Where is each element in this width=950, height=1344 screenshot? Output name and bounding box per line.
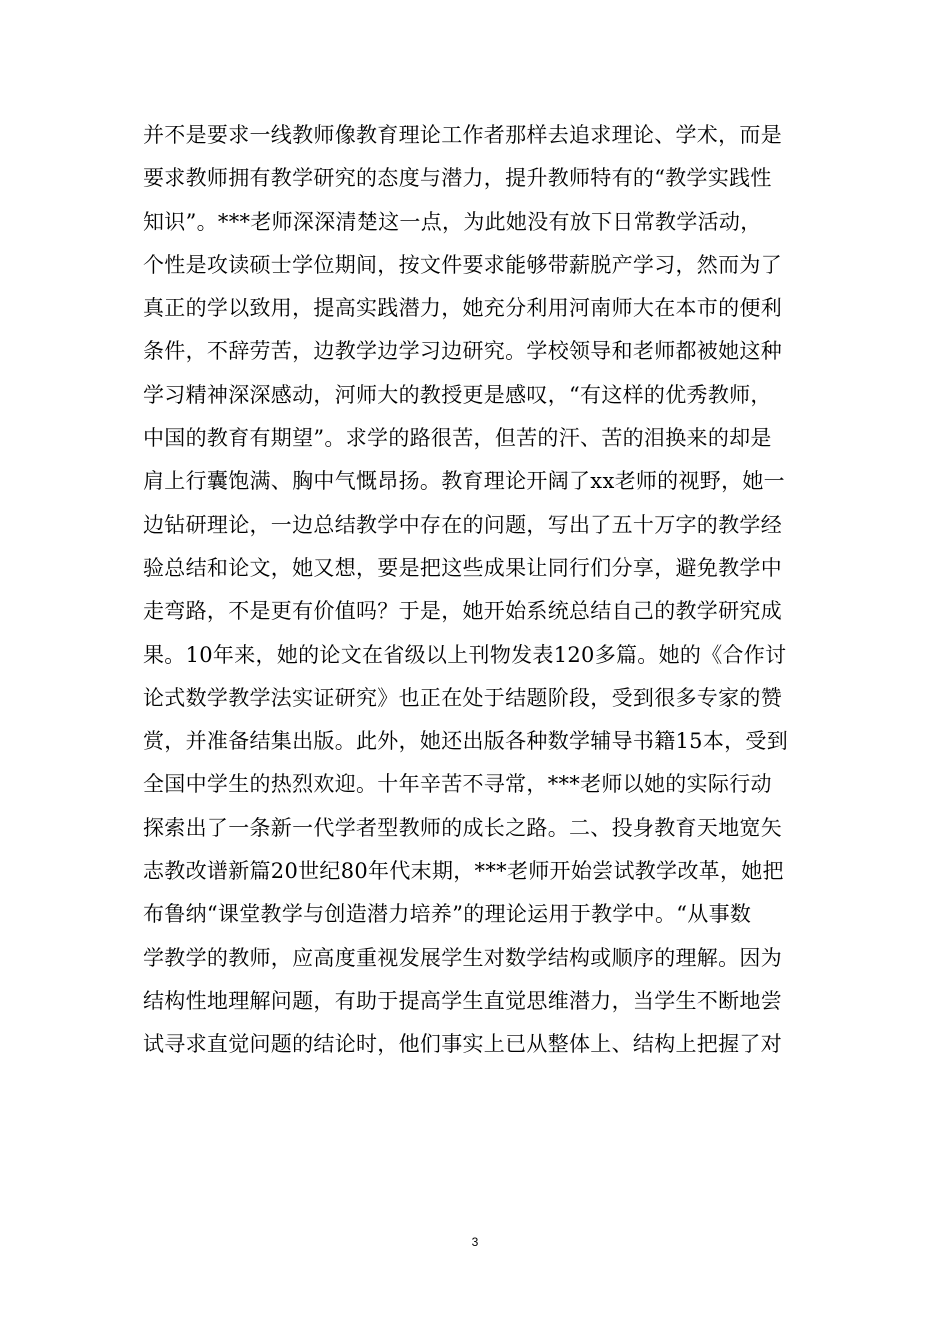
text-line: 学教学的教师，应高度重视发展学生对数学结构或顺序的理解。因为 xyxy=(143,945,782,970)
text-line: 论式数学教学法实证研究》也正在处于结题阶段，受到很多专家的赞 xyxy=(143,685,782,710)
text-line: 验总结和论文，她又想，要是把这些成果让同行们分享，避免教学中 xyxy=(143,555,782,580)
text-line: 要求教师拥有教学研究的态度与潜力，提升教师特有的“教学实践性 xyxy=(143,166,772,191)
text-line: 全国中学生的热烈欢迎。十年辛苦不寻常，***老师以她的实际行动 xyxy=(143,772,772,797)
text-line: 个性是攻读硕士学位期间，按文件要求能够带薪脱产学习，然而为了 xyxy=(143,252,782,277)
text-line: 果。10年来，她的论文在省级以上刊物发表120多篇。她的《合作讨 xyxy=(143,642,787,667)
text-line: 并不是要求一线教师像教育理论工作者那样去追求理论、学术，而是 xyxy=(143,123,782,147)
text-line: 试寻求直觉问题的结论时，他们事实上已从整体上、结构上把握了对 xyxy=(143,1032,782,1057)
text-line: 探索出了一条新一代学者型教师的成长之路。二、投身教育天地宽矢 xyxy=(143,815,782,840)
text-line: 真正的学以致用，提高实践潜力，她充分利用河南师大在本市的便利 xyxy=(143,296,782,321)
text-line: 边钻研理论，一边总结教学中存在的问题，写出了五十万字的教学经 xyxy=(143,512,782,537)
text-line: 赏，并准备结集出版。此外，她还出版各种数学辅导书籍15本，受到 xyxy=(143,729,789,754)
text-line: 条件，不辞劳苦，边教学边学习边研究。学校领导和老师都被她这种 xyxy=(143,339,782,364)
text-line: 知识”。***老师深深清楚这一点，为此她没有放下日常教学活动， xyxy=(143,209,762,234)
text-line: 走弯路，不是更有价值吗？于是，她开始系统总结自己的教学研究成 xyxy=(143,599,782,624)
text-line: 中国的教育有期望”。求学的路很苦，但苦的汗、苦的泪换来的却是 xyxy=(143,426,772,451)
text-line: 肩上行囊饱满、胸中气慨昂扬。教育理论开阔了xx老师的视野，她一 xyxy=(143,469,785,494)
text-line: 志教改谱新篇20世纪80年代末期，***老师开始尝试教学改革，她把 xyxy=(143,859,784,884)
text-line: 布鲁纳“课堂教学与创造潜力培养”的理论运用于教学中。“从事数 xyxy=(143,902,752,927)
text-line: 学习精神深深感动，河师大的教授更是感叹，“有这样的优秀教师， xyxy=(143,382,772,407)
text-line: 结构性地理解问题，有助于提高学生直觉思维潜力，当学生不断地尝 xyxy=(143,988,782,1013)
page-number: 3 xyxy=(471,1235,479,1249)
body-text xyxy=(143,114,833,1067)
